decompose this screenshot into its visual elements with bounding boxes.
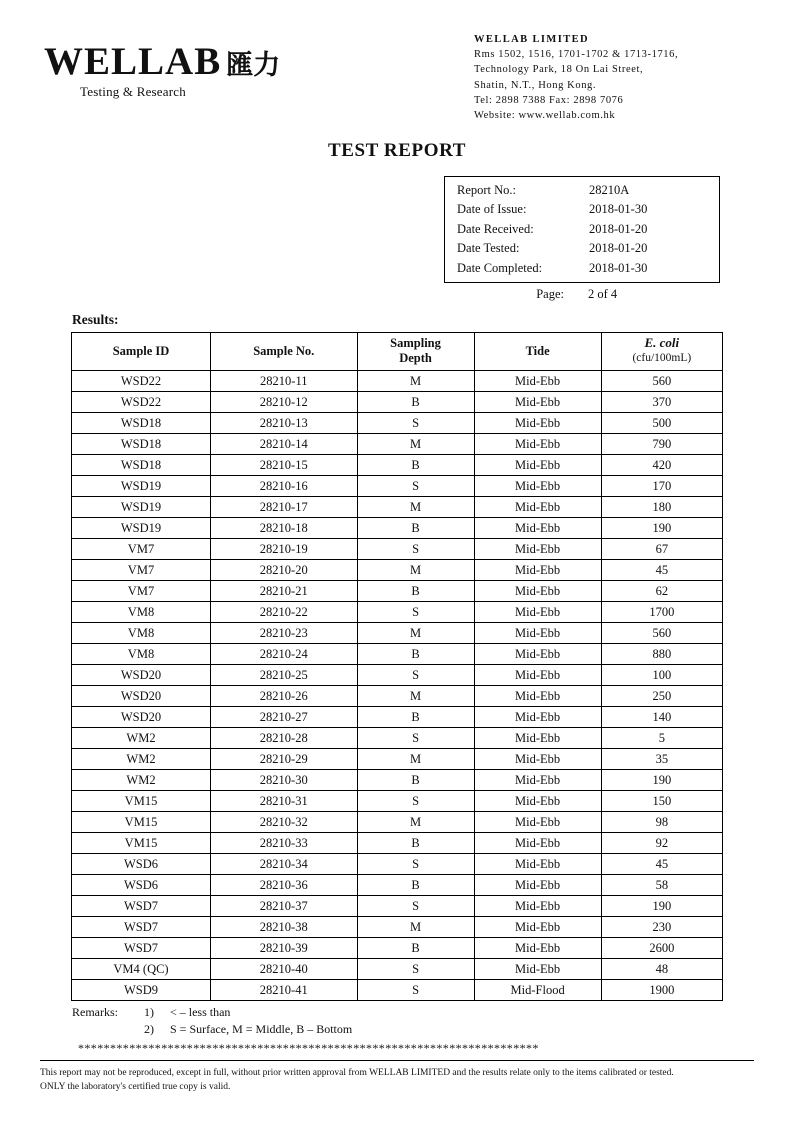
results-table — [71, 332, 723, 1001]
cell-tide: Mid-Flood — [474, 980, 601, 1001]
cell-sample-no: 28210-27 — [211, 707, 357, 728]
cell-sample-id: VM4 (QC) — [72, 959, 211, 980]
cell-tide: Mid-Ebb — [474, 413, 601, 434]
table-row — [72, 560, 723, 581]
cell-sample-no: 28210-25 — [211, 665, 357, 686]
cell-tide: Mid-Ebb — [474, 581, 601, 602]
cell-depth: B — [357, 938, 474, 959]
date-completed-value: 2018-01-30 — [589, 260, 648, 275]
results-heading: Results: — [72, 312, 119, 328]
cell-sample-no: 28210-34 — [211, 854, 357, 875]
cell-depth: S — [357, 728, 474, 749]
separator-line: ************************************************************************ — [78, 1040, 539, 1055]
date-of-issue-label: Date of Issue: — [457, 202, 527, 217]
table-row — [72, 791, 723, 812]
cell-tide: Mid-Ebb — [474, 686, 601, 707]
cell-depth: B — [357, 707, 474, 728]
cell-ecoli: 48 — [601, 959, 722, 980]
cell-depth: S — [357, 791, 474, 812]
logo-wordmark — [44, 42, 280, 81]
cell-ecoli: 230 — [601, 917, 722, 938]
cell-ecoli: 67 — [601, 539, 722, 560]
cell-depth: B — [357, 392, 474, 413]
table-row — [72, 392, 723, 413]
cell-depth: S — [357, 959, 474, 980]
cell-tide: Mid-Ebb — [474, 518, 601, 539]
cell-ecoli: 170 — [601, 476, 722, 497]
cell-depth: M — [357, 371, 474, 392]
cell-sample-no: 28210-12 — [211, 392, 357, 413]
cell-sample-no: 28210-31 — [211, 791, 357, 812]
cell-ecoli: 5 — [601, 728, 722, 749]
cell-ecoli: 92 — [601, 833, 722, 854]
cell-ecoli: 140 — [601, 707, 722, 728]
cell-sample-id: WSD7 — [72, 917, 211, 938]
cell-sample-no: 28210-41 — [211, 980, 357, 1001]
remarks-label: Remarks: — [72, 1005, 118, 1020]
cell-ecoli: 880 — [601, 644, 722, 665]
footer-disclaimer-line-2: ONLY the laboratory's certified true copy is valid. — [40, 1082, 231, 1093]
cell-tide: Mid-Ebb — [474, 455, 601, 476]
table-row — [72, 728, 723, 749]
cell-sample-no: 28210-16 — [211, 476, 357, 497]
cell-ecoli: 190 — [601, 518, 722, 539]
cell-depth: B — [357, 770, 474, 791]
info-row — [457, 239, 709, 258]
cell-tide: Mid-Ebb — [474, 728, 601, 749]
cell-sample-no: 28210-38 — [211, 917, 357, 938]
date-received-value: 2018-01-20 — [589, 221, 648, 236]
cell-depth: M — [357, 812, 474, 833]
cell-tide: Mid-Ebb — [474, 476, 601, 497]
cell-sample-no: 28210-11 — [211, 371, 357, 392]
cell-ecoli: 560 — [601, 623, 722, 644]
cell-sample-id: VM15 — [72, 791, 211, 812]
date-tested-label: Date Tested: — [457, 241, 520, 256]
cell-tide: Mid-Ebb — [474, 623, 601, 644]
company-logo — [40, 26, 280, 100]
cell-depth: S — [357, 413, 474, 434]
cell-depth: S — [357, 980, 474, 1001]
cell-tide: Mid-Ebb — [474, 959, 601, 980]
cell-ecoli: 100 — [601, 665, 722, 686]
cell-depth: M — [357, 749, 474, 770]
remarks-item-2-number: 2) — [144, 1021, 154, 1036]
header-ecoli-name: E. coli — [644, 335, 680, 351]
info-row — [457, 259, 709, 278]
cell-sample-id: WM2 — [72, 770, 211, 791]
cell-tide: Mid-Ebb — [474, 560, 601, 581]
cell-depth: M — [357, 560, 474, 581]
table-row — [72, 602, 723, 623]
table-row — [72, 665, 723, 686]
cell-tide: Mid-Ebb — [474, 539, 601, 560]
page-number-row — [444, 283, 720, 304]
cell-ecoli: 190 — [601, 770, 722, 791]
cell-sample-id: WSD20 — [72, 686, 211, 707]
remarks-item-1-number: 1) — [144, 1005, 154, 1020]
cell-ecoli: 150 — [601, 791, 722, 812]
cell-tide: Mid-Ebb — [474, 665, 601, 686]
date-tested-value: 2018-01-20 — [589, 241, 648, 256]
footer-divider — [40, 1060, 754, 1061]
table-row — [72, 476, 723, 497]
cell-depth: M — [357, 623, 474, 644]
cell-depth: B — [357, 581, 474, 602]
cell-tide: Mid-Ebb — [474, 812, 601, 833]
cell-depth: S — [357, 854, 474, 875]
page-label: Page: — [536, 286, 564, 301]
remarks-spacer — [72, 1021, 144, 1037]
table-header — [72, 333, 723, 371]
cell-depth: S — [357, 665, 474, 686]
cell-ecoli: 500 — [601, 413, 722, 434]
table-header-row — [72, 333, 723, 371]
cell-depth: S — [357, 602, 474, 623]
company-contact: Tel: 2898 7388 Fax: 2898 7076 — [474, 94, 624, 106]
cell-sample-no: 28210-15 — [211, 455, 357, 476]
header-sample-id: Sample ID — [72, 333, 211, 371]
cell-sample-id: WSD9 — [72, 980, 211, 1001]
cell-sample-no: 28210-23 — [211, 623, 357, 644]
cell-depth: M — [357, 497, 474, 518]
cell-ecoli: 2600 — [601, 938, 722, 959]
header-sampling-depth — [357, 333, 474, 371]
cell-sample-id: VM15 — [72, 833, 211, 854]
cell-sample-id: WM2 — [72, 728, 211, 749]
cell-tide: Mid-Ebb — [474, 707, 601, 728]
company-address-line-2: Technology Park, 18 On Lai Street, — [474, 64, 644, 76]
company-address-line-3: Shatin, N.T., Hong Kong. — [474, 79, 597, 91]
cell-ecoli: 560 — [601, 371, 722, 392]
cell-sample-no: 28210-32 — [211, 812, 357, 833]
cell-sample-id: VM8 — [72, 644, 211, 665]
cell-sample-no: 28210-28 — [211, 728, 357, 749]
date-of-issue-value: 2018-01-30 — [589, 202, 648, 217]
cell-depth: B — [357, 455, 474, 476]
cell-depth: M — [357, 686, 474, 707]
cell-tide: Mid-Ebb — [474, 833, 601, 854]
table-row — [72, 875, 723, 896]
info-row — [457, 181, 709, 200]
cell-tide: Mid-Ebb — [474, 749, 601, 770]
document-header — [40, 26, 754, 122]
cell-ecoli: 58 — [601, 875, 722, 896]
cell-sample-no: 28210-37 — [211, 896, 357, 917]
remarks-row-1 — [72, 1004, 754, 1020]
remarks-row-2 — [72, 1021, 754, 1037]
cell-depth: B — [357, 875, 474, 896]
report-info-section — [40, 176, 754, 304]
logo-chinese-characters: 匯力 — [226, 50, 281, 81]
company-name: WELLAB LIMITED — [474, 34, 589, 45]
cell-ecoli: 370 — [601, 392, 722, 413]
table-row — [72, 434, 723, 455]
cell-depth: M — [357, 434, 474, 455]
cell-ecoli: 250 — [601, 686, 722, 707]
cell-ecoli: 1700 — [601, 602, 722, 623]
cell-sample-id: WSD19 — [72, 497, 211, 518]
table-row — [72, 854, 723, 875]
page-title: TEST REPORT — [327, 140, 467, 161]
table-row — [72, 917, 723, 938]
table-row — [72, 749, 723, 770]
cell-sample-id: WSD6 — [72, 854, 211, 875]
remarks-item-1-text: < – less than — [170, 1005, 231, 1020]
cell-sample-id: WSD20 — [72, 707, 211, 728]
cell-tide: Mid-Ebb — [474, 770, 601, 791]
header-ecoli-unit: (cfu/100mL) — [632, 352, 692, 365]
info-row — [457, 200, 709, 219]
report-no-label: Report No.: — [457, 183, 517, 197]
cell-tide: Mid-Ebb — [474, 371, 601, 392]
company-website: Website: www.wellab.com.hk — [474, 110, 616, 122]
cell-ecoli: 45 — [601, 560, 722, 581]
cell-ecoli: 45 — [601, 854, 722, 875]
table-row — [72, 959, 723, 980]
cell-depth: S — [357, 476, 474, 497]
table-row — [72, 686, 723, 707]
cell-tide: Mid-Ebb — [474, 854, 601, 875]
header-sampling-depth-line1: Sampling — [390, 336, 441, 351]
footer-disclaimer-line-1: This report may not be reproduced, except in full, without prior written approval from WELLAB LIMITED and the results relate only to the items calibrated or tested. — [40, 1068, 674, 1079]
remarks-section — [72, 1004, 754, 1036]
table-row — [72, 518, 723, 539]
cell-sample-id: VM7 — [72, 560, 211, 581]
table-row — [72, 644, 723, 665]
cell-sample-id: WSD7 — [72, 938, 211, 959]
cell-tide: Mid-Ebb — [474, 434, 601, 455]
cell-depth: B — [357, 644, 474, 665]
header-sampling-depth-line2: Depth — [399, 350, 432, 365]
cell-sample-id: WSD7 — [72, 896, 211, 917]
company-address-block — [474, 26, 754, 123]
logo-text: WELLAB — [44, 40, 222, 83]
cell-ecoli: 62 — [601, 581, 722, 602]
table-row — [72, 497, 723, 518]
header-tide: Tide — [474, 333, 601, 371]
cell-sample-no: 28210-24 — [211, 644, 357, 665]
table-row — [72, 455, 723, 476]
cell-sample-id: VM8 — [72, 623, 211, 644]
table-row — [72, 581, 723, 602]
cell-depth: S — [357, 539, 474, 560]
cell-sample-id: VM15 — [72, 812, 211, 833]
cell-sample-no: 28210-33 — [211, 833, 357, 854]
cell-sample-id: WSD18 — [72, 413, 211, 434]
cell-ecoli: 98 — [601, 812, 722, 833]
cell-sample-no: 28210-40 — [211, 959, 357, 980]
cell-depth: S — [357, 896, 474, 917]
report-info-box — [444, 176, 720, 283]
cell-sample-id: WSD19 — [72, 518, 211, 539]
cell-depth: M — [357, 917, 474, 938]
cell-sample-no: 28210-19 — [211, 539, 357, 560]
report-no-value: 28210A — [589, 183, 630, 197]
cell-depth: B — [357, 833, 474, 854]
cell-tide: Mid-Ebb — [474, 938, 601, 959]
logo-subtitle: Testing & Research — [80, 84, 186, 99]
cell-sample-id: WSD6 — [72, 875, 211, 896]
cell-sample-no: 28210-20 — [211, 560, 357, 581]
cell-sample-id: WM2 — [72, 749, 211, 770]
cell-sample-id: VM7 — [72, 581, 211, 602]
cell-sample-no: 28210-30 — [211, 770, 357, 791]
date-received-label: Date Received: — [457, 221, 534, 236]
cell-ecoli: 790 — [601, 434, 722, 455]
cell-sample-id: WSD18 — [72, 434, 211, 455]
cell-tide: Mid-Ebb — [474, 917, 601, 938]
cell-sample-id: WSD18 — [72, 455, 211, 476]
cell-tide: Mid-Ebb — [474, 791, 601, 812]
cell-sample-no: 28210-22 — [211, 602, 357, 623]
cell-tide: Mid-Ebb — [474, 896, 601, 917]
table-row — [72, 980, 723, 1001]
cell-ecoli: 1900 — [601, 980, 722, 1001]
table-row — [72, 812, 723, 833]
cell-sample-id: WSD22 — [72, 371, 211, 392]
cell-sample-no: 28210-18 — [211, 518, 357, 539]
cell-sample-id: WSD19 — [72, 476, 211, 497]
cell-sample-no: 28210-26 — [211, 686, 357, 707]
cell-ecoli: 420 — [601, 455, 722, 476]
cell-sample-no: 28210-13 — [211, 413, 357, 434]
cell-ecoli: 190 — [601, 896, 722, 917]
cell-sample-id: WSD22 — [72, 392, 211, 413]
table-row — [72, 896, 723, 917]
page-value: 2 of 4 — [588, 286, 618, 301]
cell-ecoli: 180 — [601, 497, 722, 518]
cell-tide: Mid-Ebb — [474, 392, 601, 413]
cell-tide: Mid-Ebb — [474, 602, 601, 623]
cell-sample-no: 28210-39 — [211, 938, 357, 959]
table-row — [72, 371, 723, 392]
cell-ecoli: 35 — [601, 749, 722, 770]
table-row — [72, 707, 723, 728]
table-row — [72, 413, 723, 434]
cell-tide: Mid-Ebb — [474, 875, 601, 896]
header-ecoli — [601, 333, 722, 371]
table-row — [72, 770, 723, 791]
table-row — [72, 833, 723, 854]
cell-tide: Mid-Ebb — [474, 644, 601, 665]
cell-sample-no: 28210-21 — [211, 581, 357, 602]
cell-sample-no: 28210-36 — [211, 875, 357, 896]
company-address-line-1: Rms 1502, 1516, 1701-1702 & 1713-1716, — [474, 49, 679, 61]
table-row — [72, 938, 723, 959]
cell-sample-no: 28210-17 — [211, 497, 357, 518]
cell-sample-id: WSD20 — [72, 665, 211, 686]
cell-depth: B — [357, 518, 474, 539]
table-row — [72, 623, 723, 644]
cell-sample-id: VM8 — [72, 602, 211, 623]
cell-sample-no: 28210-29 — [211, 749, 357, 770]
date-completed-label: Date Completed: — [457, 260, 543, 275]
cell-sample-no: 28210-14 — [211, 434, 357, 455]
remarks-item-2-text: S = Surface, M = Middle, B – Bottom — [170, 1021, 353, 1036]
cell-sample-id: VM7 — [72, 539, 211, 560]
document-footer — [40, 1060, 754, 1095]
cell-tide: Mid-Ebb — [474, 497, 601, 518]
table-row — [72, 539, 723, 560]
info-row — [457, 220, 709, 239]
header-sample-no: Sample No. — [211, 333, 357, 371]
table-body — [72, 371, 723, 1001]
